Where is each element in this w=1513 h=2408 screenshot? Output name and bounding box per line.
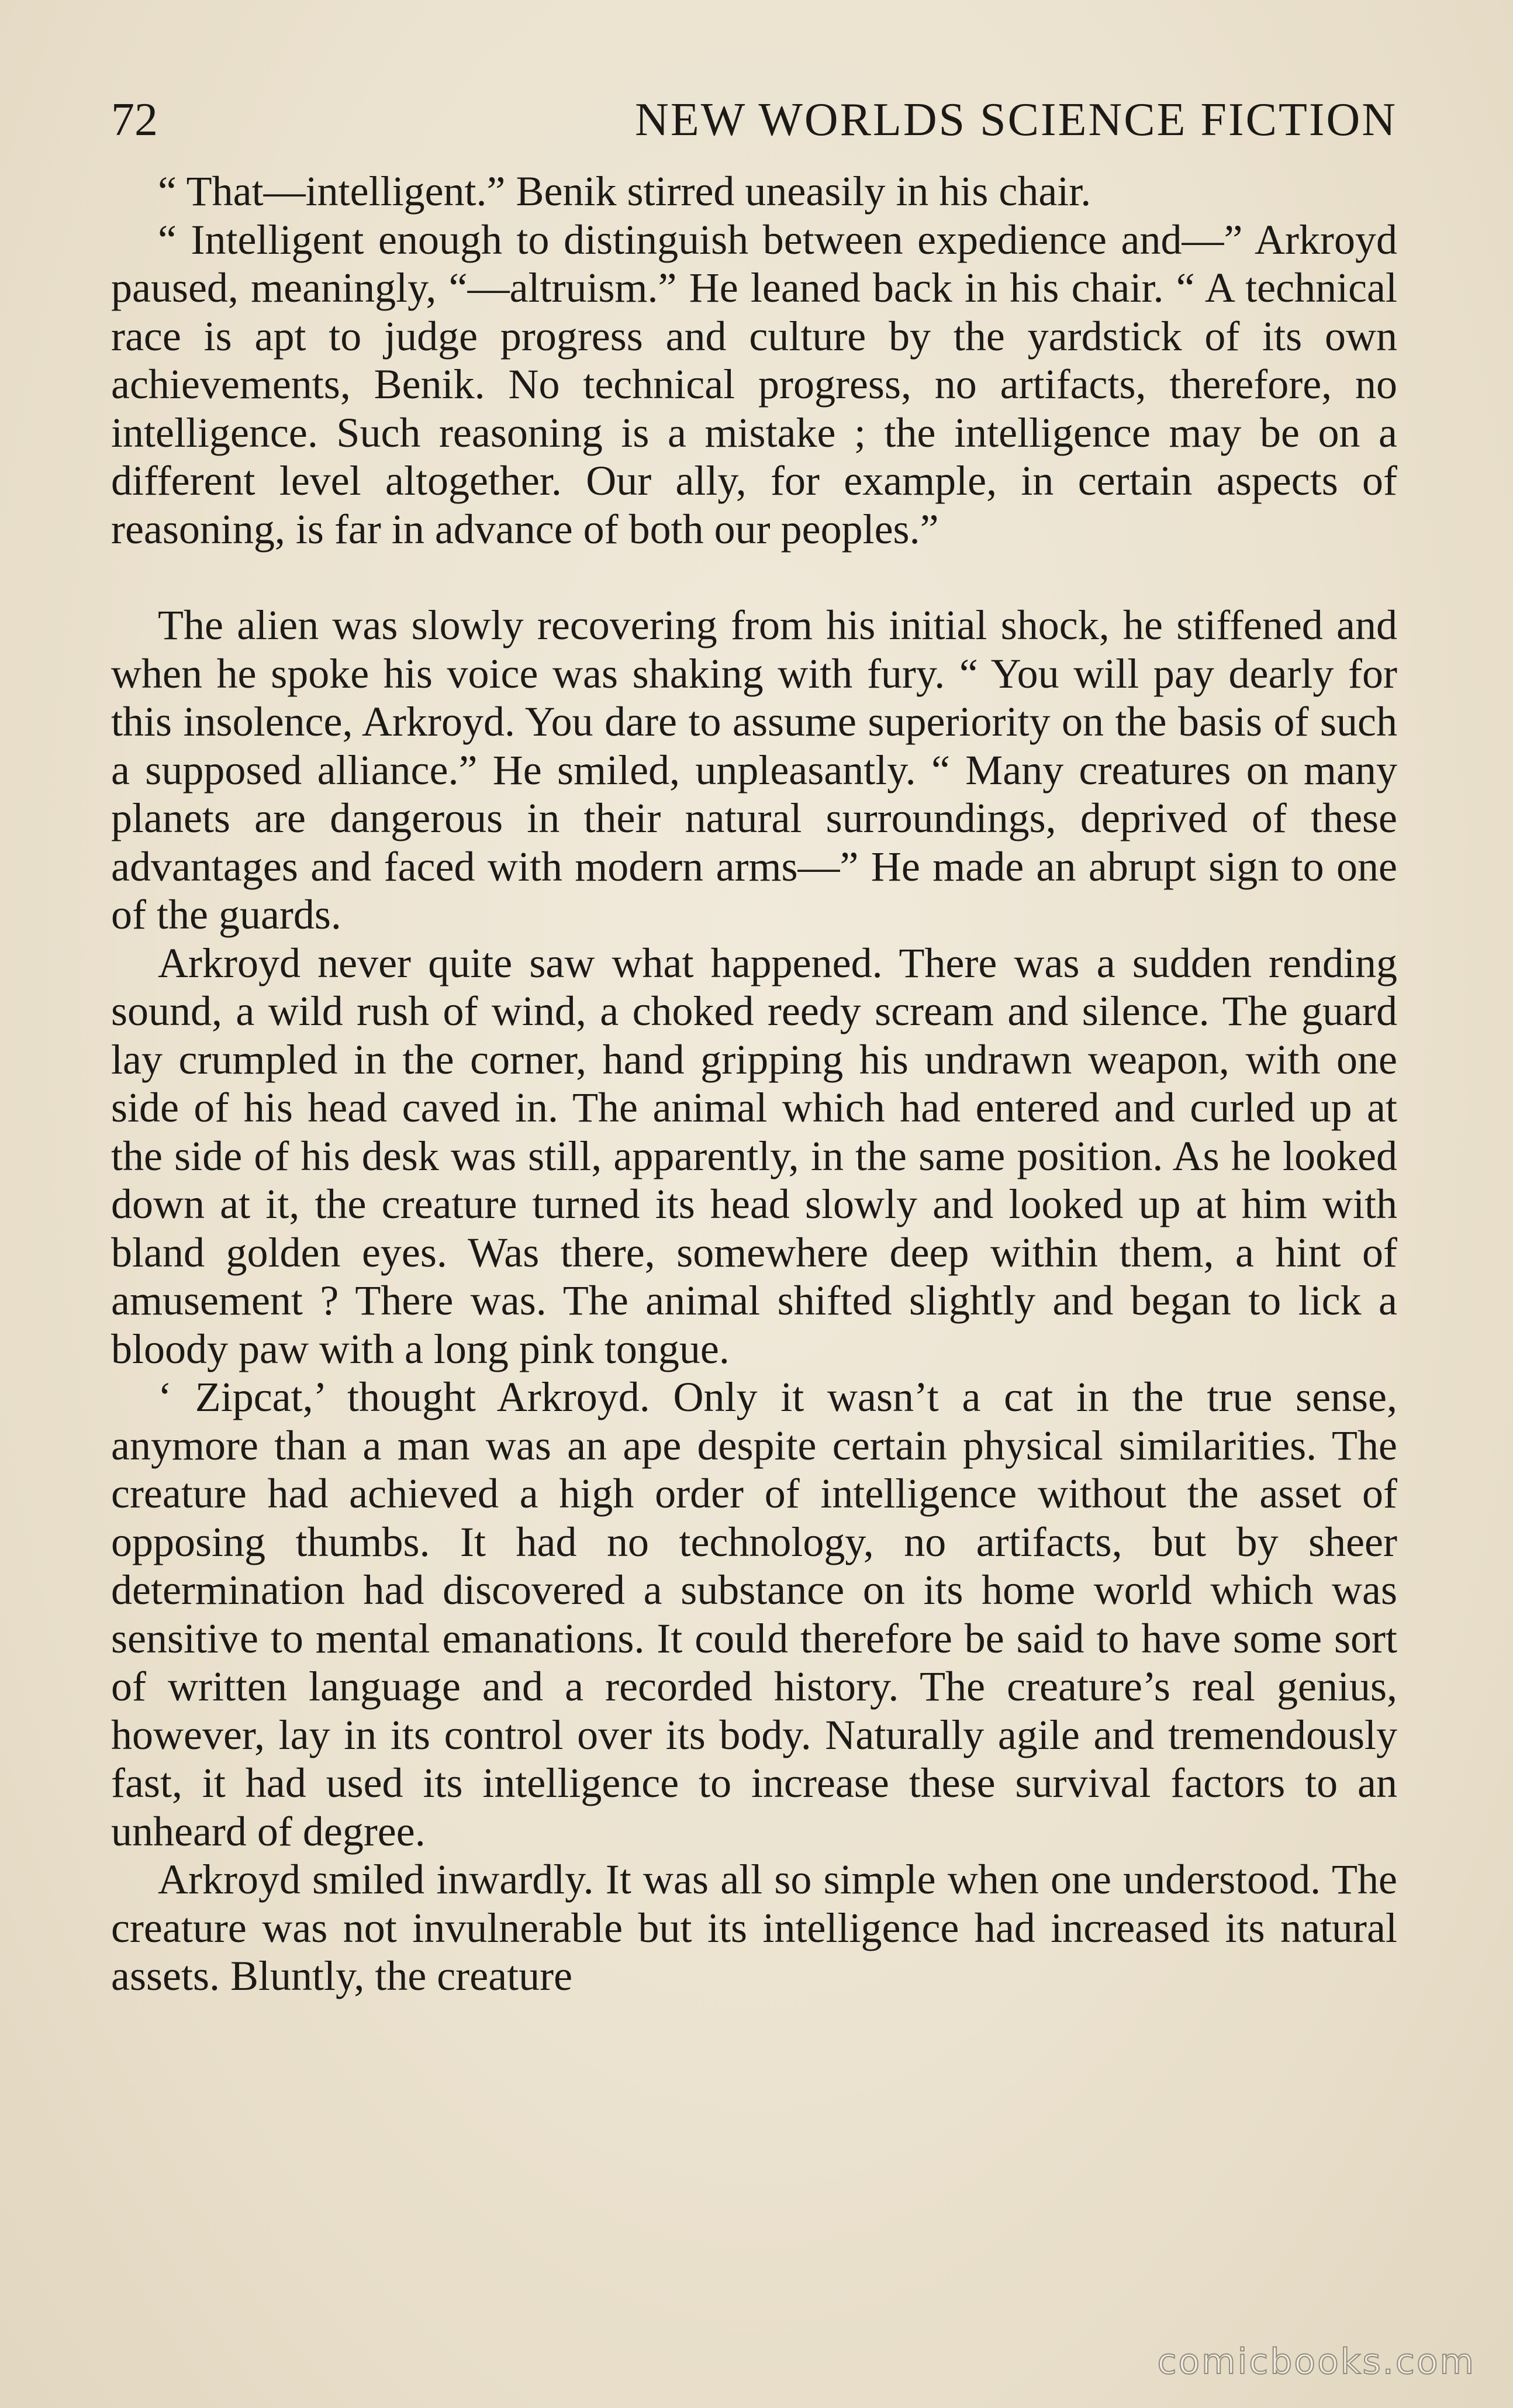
section-break (111, 553, 1397, 601)
paragraph: “ That—intelligent.” Benik stirred uneasily in his chair. (158, 168, 1091, 215)
paragraph: The alien was slowly recovering from his initial shock, he stiffened and when he spoke his voice was shaking with fury. “ You will pay dearly for this insolence, Arkroyd. You dare to assume superiority on the basis of such a supposed alliance.” He smiled, unpleasantly. “ Many creatures on many planets are dangerous in their natural surroundings, deprived of these advantages and faced with modern arms—” He made an abrupt sign to one of the guards. (111, 602, 1397, 938)
book-page (111, 88, 1397, 2000)
paragraph: ‘ Zipcat,’ thought Arkroyd. Only it wasn’t a cat in the true sense, anymore than a man was an ape despite certain physical similarities. The creature had achieved a high order of intelligence without the asset of opposing thumbs. It had no technology, no artifacts, but by sheer determination had discovered a substance on its home world which was sensitive to mental emanations. It could therefore be said to have some sort of written language and a recorded history. The creature’s real genius, however, lay in its control over its body. Naturally agile and tremendously fast, it had used its intelligence to increase these survival factors to an unheard of degree. (111, 1374, 1397, 1855)
paragraph: Arkroyd smiled inwardly. It was all so simple when one understood. The creature was not invulnerable but its intelligence had increased its natural assets. Bluntly, the creature (111, 1856, 1397, 1999)
paragraph: “ Intelligent enough to distinguish between expedience and—” Arkroyd paused, meaningly, “—altruism.” He leaned back in his chair. “ A technical race is apt to judge progress and culture by the yardstick of its own achievements, Benik. No technical progress, no artifacts, therefore, no intelligence. Such reasoning is a mistake ; the intelligence may be on a different level altogether. Our ally, for example, in certain aspects of reasoning, is far in advance of both our peoples.” (111, 216, 1397, 553)
running-head (111, 88, 1397, 152)
body-text (111, 167, 1397, 2000)
paragraph: Arkroyd never quite saw what happened. There was a sudden rending sound, a wild rush of wind, a choked reedy scream and silence. The guard lay crumpled in the corner, hand gripping his undrawn weapon, with one side of his head caved in. The animal which had entered and curled up at the side of his desk was still, apparently, in the same position. As he looked down at it, the creature turned its head slowly and looked up at him with bland golden eyes. Was there, somewhere deep within them, a hint of amusement ? There was. The animal shifted slightly and began to lick a bloody paw with a long pink tongue. (111, 939, 1397, 1372)
watermark: comicbooks.com (1157, 2341, 1476, 2382)
page-number: 72 (111, 94, 158, 146)
magazine-title: NEW WORLDS SCIENCE FICTION (635, 94, 1397, 146)
